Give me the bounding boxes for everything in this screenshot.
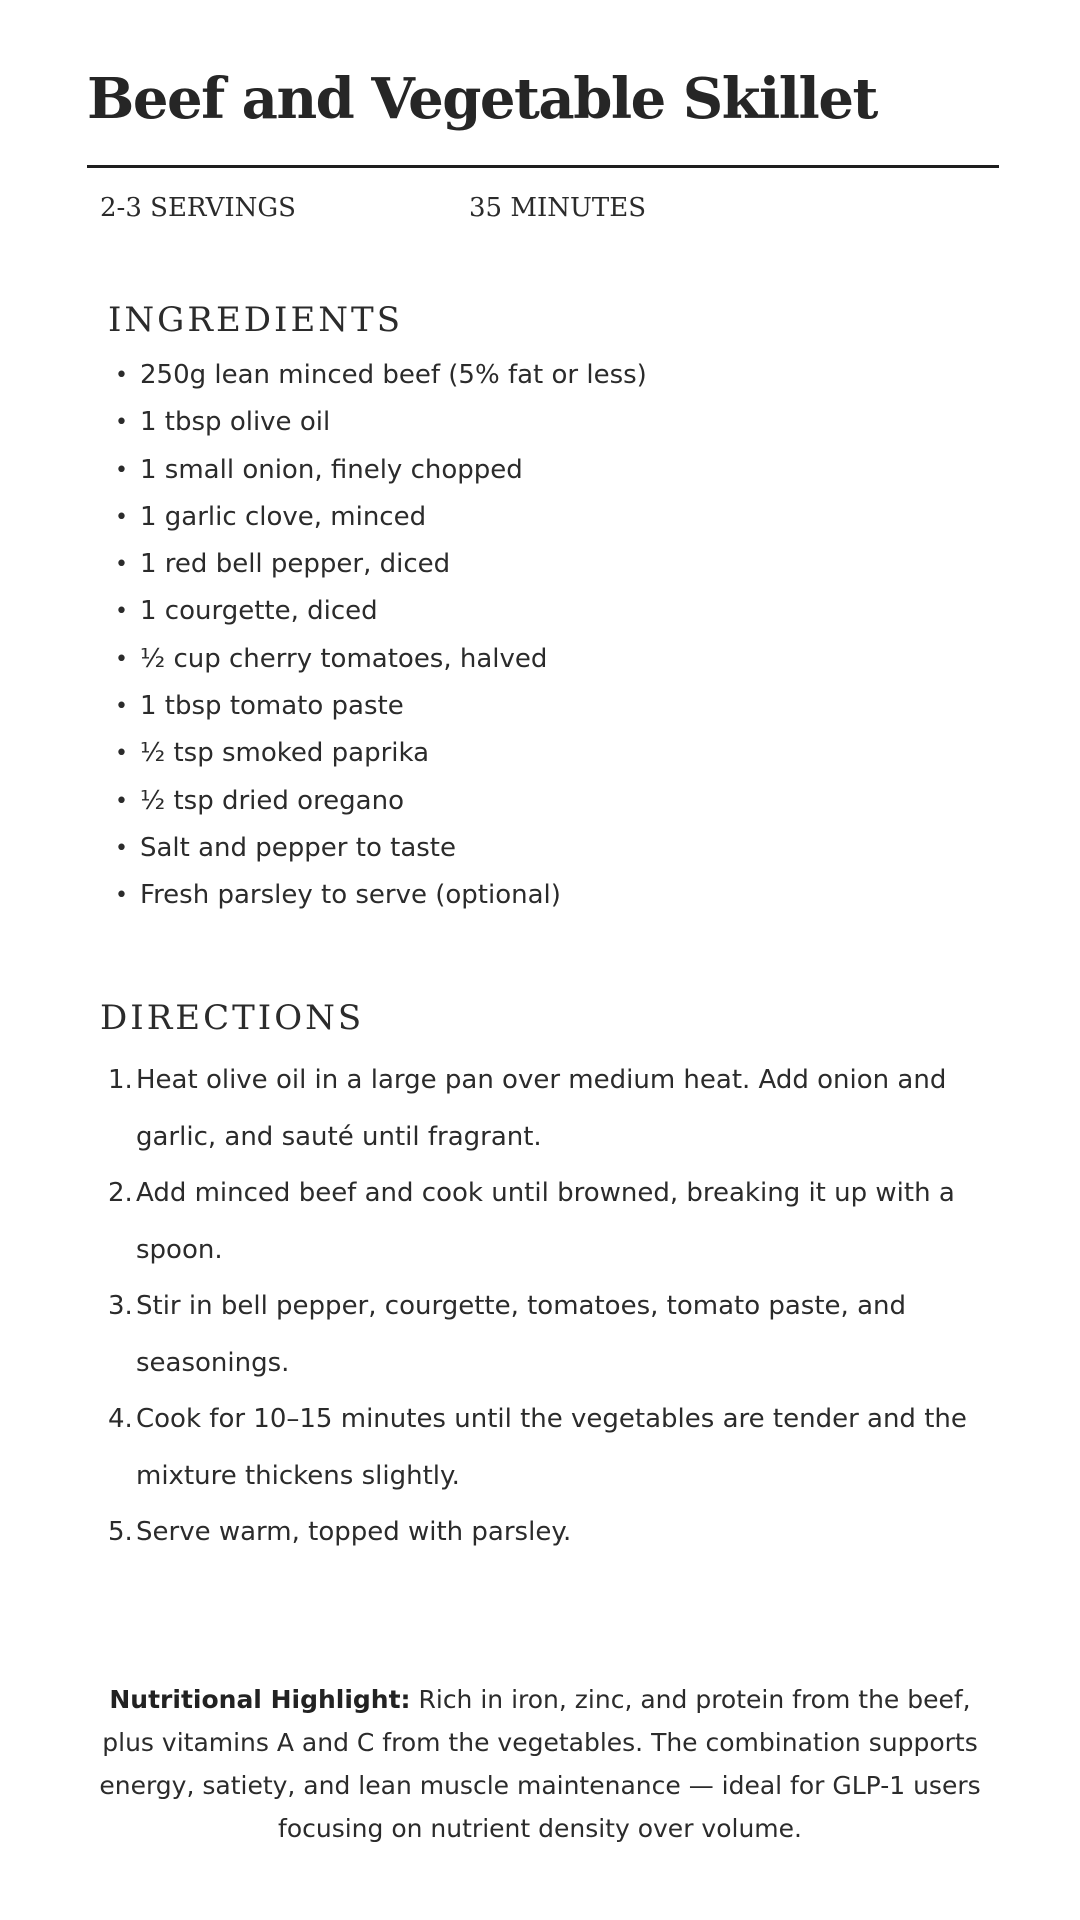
bullet-icon: • (115, 741, 128, 767)
bullet-icon: • (115, 599, 128, 625)
ingredient-text: 1 garlic clove, minced (140, 501, 427, 532)
step-number: 1. (108, 1065, 133, 1095)
ingredient-text: ½ cup cherry tomatoes, halved (140, 643, 548, 674)
bullet-icon: • (115, 552, 128, 578)
ingredient-item (115, 447, 647, 494)
step-number: 4. (108, 1404, 133, 1434)
ingredient-item (115, 399, 647, 446)
ingredient-item (115, 683, 647, 730)
direction-step (108, 1391, 998, 1504)
step-text: Add minced beef and cook until browned, breaking it up with a spoon. (136, 1178, 955, 1265)
ingredient-item (115, 541, 647, 588)
bullet-icon: • (115, 835, 128, 861)
direction-step (108, 1052, 998, 1165)
bullet-icon: • (115, 504, 128, 530)
bullet-icon: • (115, 363, 128, 388)
step-text: Heat olive oil in a large pan over medium heat. Add onion and garlic, and sauté until fragrant. (136, 1065, 947, 1152)
ingredient-item (115, 636, 647, 683)
ingredient-text: Fresh parsley to serve (optional) (140, 880, 561, 911)
step-text: Serve warm, topped with parsley. (136, 1517, 572, 1547)
ingredients-list (115, 352, 647, 920)
bullet-icon: • (115, 457, 128, 483)
ingredient-text: 1 small onion, finely chopped (140, 454, 523, 485)
direction-step (108, 1278, 998, 1391)
ingredient-item (115, 588, 647, 635)
bullet-icon: • (115, 694, 128, 720)
ingredient-item (115, 778, 647, 825)
step-number: 2. (108, 1178, 133, 1208)
ingredient-item (115, 825, 647, 872)
ingredient-text: 1 courgette, diced (140, 596, 378, 627)
step-number: 3. (108, 1291, 133, 1321)
direction-step (108, 1504, 998, 1561)
direction-step (108, 1165, 998, 1278)
nutrition-text: Rich in iron, zinc, and protein from the beef, plus vitamins A and C from the vegetables. The combination supports energy, satiety, and lean muscle maintenance — ideal for GLP-1 users focusing on nutrient density over volume. (99, 1685, 981, 1843)
ingredient-item (115, 352, 647, 399)
step-number: 5. (108, 1517, 133, 1547)
ingredient-item (115, 730, 647, 777)
ingredient-text: ½ tsp smoked paprika (140, 738, 430, 769)
bullet-icon: • (115, 883, 128, 909)
title-divider (87, 165, 999, 168)
ingredient-text: ½ tsp dried oregano (140, 785, 404, 816)
ingredient-text: 1 tbsp olive oil (140, 407, 331, 438)
nutritional-highlight (95, 1678, 985, 1850)
recipe-title: Beef and Vegetable Skillet (87, 66, 877, 132)
ingredients-heading: INGREDIENTS (108, 300, 403, 340)
ingredient-text: 250g lean minced beef (5% fat or less) (140, 360, 647, 390)
time-label: 35 MINUTES (469, 193, 647, 223)
nutrition-label: Nutritional Highlight: (109, 1685, 411, 1714)
bullet-icon: • (115, 788, 128, 814)
servings-label: 2-3 SERVINGS (100, 193, 296, 223)
ingredient-text: 1 red bell pepper, diced (140, 549, 451, 580)
directions-heading: DIRECTIONS (100, 998, 365, 1038)
directions-list (108, 1052, 998, 1561)
ingredient-text: Salt and pepper to taste (140, 832, 456, 863)
bullet-icon: • (115, 646, 128, 672)
step-text: Stir in bell pepper, courgette, tomatoes, tomato paste, and seasonings. (136, 1291, 906, 1378)
step-text: Cook for 10–15 minutes until the vegetables are tender and the mixture thickens slightly. (136, 1404, 967, 1491)
bullet-icon: • (115, 410, 128, 436)
ingredient-item (115, 872, 647, 919)
ingredient-item (115, 494, 647, 541)
ingredient-text: 1 tbsp tomato paste (140, 691, 404, 722)
